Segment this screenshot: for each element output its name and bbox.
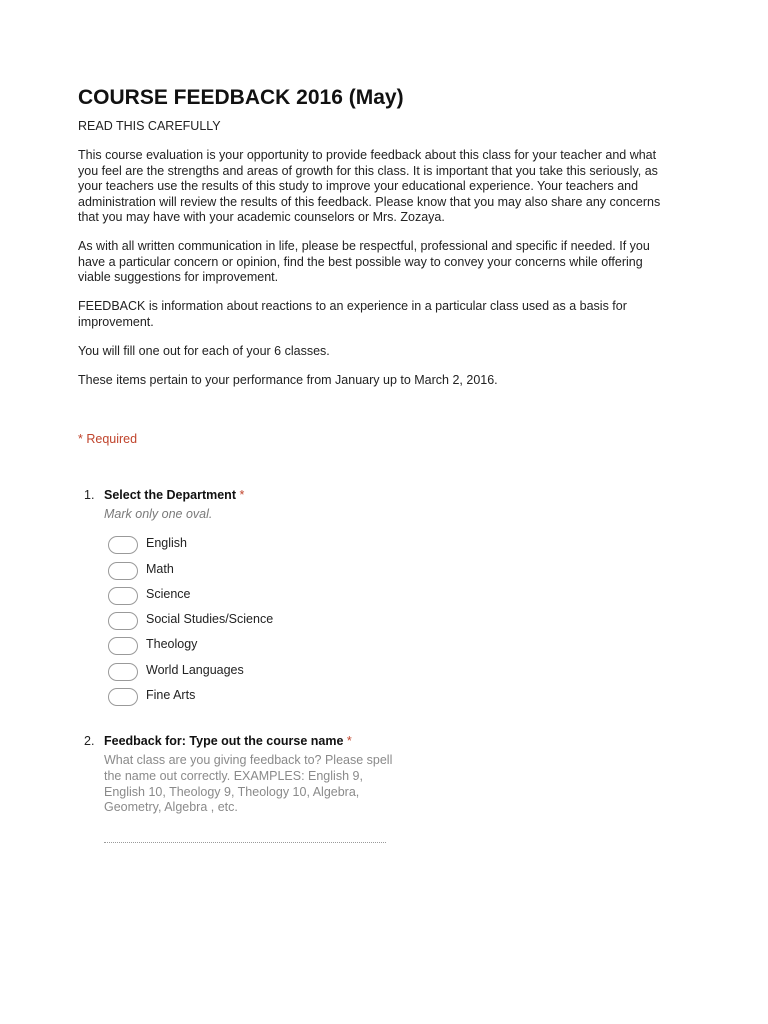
option-label: Fine Arts bbox=[146, 688, 196, 702]
radio-oval[interactable] bbox=[108, 612, 138, 630]
question-number: 2. bbox=[84, 734, 95, 748]
respect-paragraph: As with all written communication in life, please be respectful, professional and specific if needed. If you have a particular concern or opinion, find the best possible way to convey your concerns while offering viable suggestions for improvement. bbox=[78, 239, 650, 285]
required-note: * Required bbox=[78, 432, 138, 446]
radio-oval[interactable] bbox=[108, 562, 138, 580]
required-star: * bbox=[346, 734, 352, 748]
option-label: English bbox=[146, 536, 187, 550]
option-label: Theology bbox=[146, 637, 198, 651]
period-paragraph: These items pertain to your performance from January up to March 2, 2016. bbox=[78, 373, 498, 387]
question-title-text: Feedback for: Type out the course name bbox=[104, 734, 344, 748]
question-help: Mark only one oval. bbox=[104, 507, 213, 521]
radio-oval[interactable] bbox=[108, 663, 138, 681]
classes-paragraph: You will fill one out for each of your 6 classes. bbox=[78, 344, 330, 358]
radio-oval[interactable] bbox=[108, 637, 138, 655]
radio-oval[interactable] bbox=[108, 536, 138, 554]
option-label: Science bbox=[146, 587, 191, 601]
radio-oval[interactable] bbox=[108, 688, 138, 706]
required-star: * bbox=[239, 488, 245, 502]
feedback-definition-paragraph: FEEDBACK is information about reactions to an experience in a particular class used as a basis for improvement. bbox=[78, 299, 627, 329]
option-label: Social Studies/Science bbox=[146, 612, 274, 626]
question-number: 1. bbox=[84, 488, 95, 502]
radio-oval[interactable] bbox=[108, 587, 138, 605]
option-label: Math bbox=[146, 562, 174, 576]
course-name-answer-line[interactable] bbox=[104, 842, 386, 843]
question-title-text: Select the Department bbox=[104, 488, 236, 502]
intro-paragraph: This course evaluation is your opportunity to provide feedback about this class for your teacher and what you feel are the strengths and areas of growth for this class. It is important that you take this seriously, as your teachers use the results of this study to improve your educational experience. Your teachers and administration will review the results of this feedback. Please know that you may also share any concerns that you may have with your academic counselors or Mrs. Zozaya. bbox=[78, 148, 661, 225]
question-help: What class are you giving feedback to? Please spell the name out correctly. EXAMPLES: English 9, English 10, Theology 9, Theology 10, Algebra, Geometry, Algebra , etc. bbox=[104, 753, 393, 815]
form-title: COURSE FEEDBACK 2016 (May) bbox=[78, 86, 404, 109]
question-title bbox=[104, 488, 244, 502]
form-subtitle: READ THIS CAREFULLY bbox=[78, 119, 221, 133]
option-label: World Languages bbox=[146, 663, 244, 677]
question-title bbox=[104, 734, 352, 748]
